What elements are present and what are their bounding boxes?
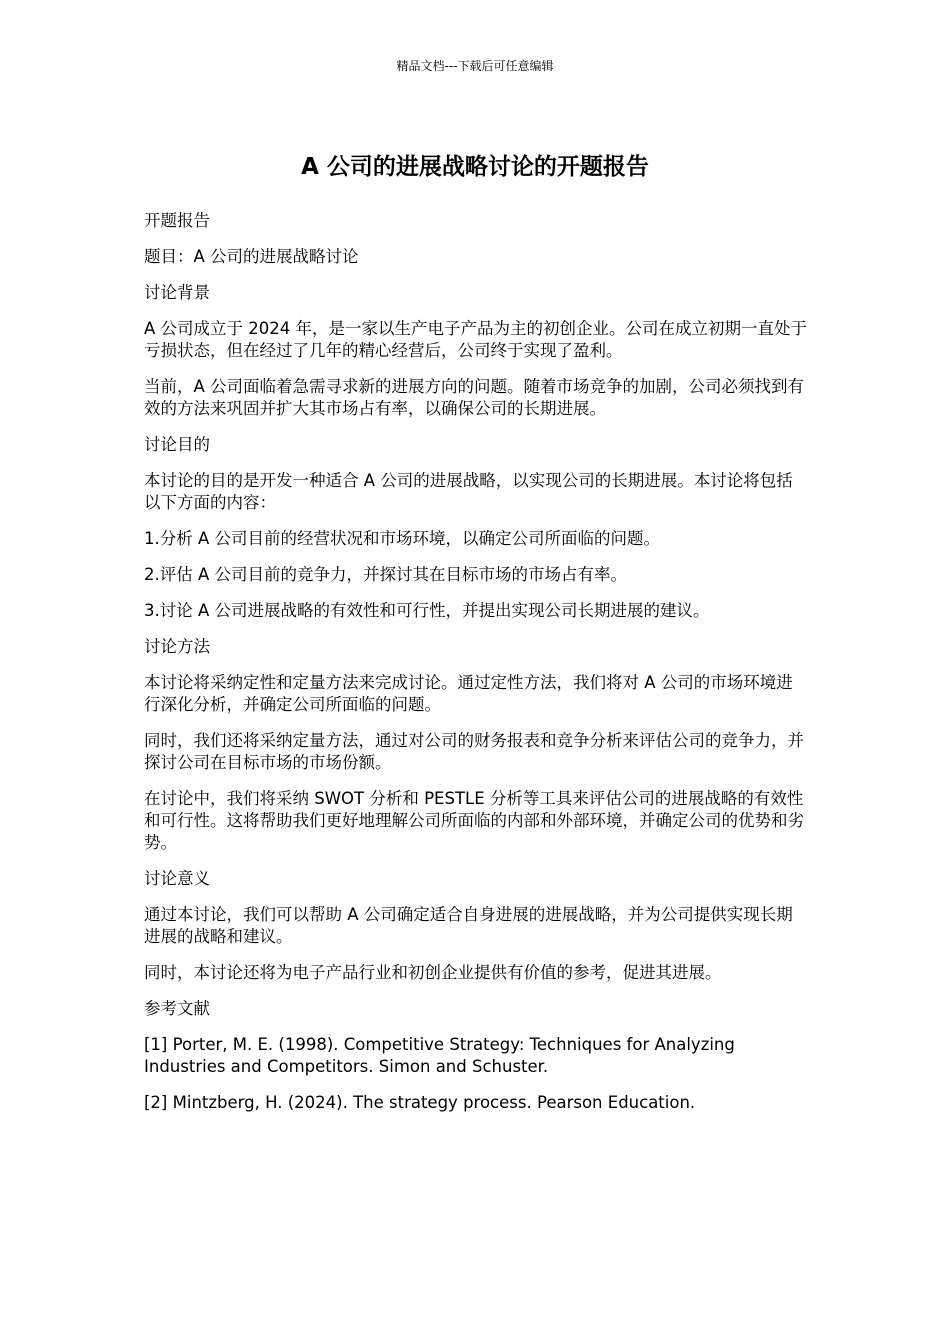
method-paragraph-3: 在讨论中，我们将采纳 SWOT 分析和 PESTLE 分析等工具来评估公司的进展战略的有效性和可行性。这将帮助我们更好地理解公司所面临的内部和外部环境，并确定公司的优势和劣势。 bbox=[144, 789, 804, 852]
section-heading-method: 讨论方法 bbox=[144, 637, 210, 656]
purpose-item-3: 3.讨论 A 公司进展战略的有效性和可行性，并提出实现公司长期进展的建议。 bbox=[144, 601, 710, 620]
background-paragraph-1: A 公司成立于 2024 年，是一家以生产电子产品为主的初创企业。公司在成立初期一直处于亏损状态，但在经过了几年的精心经营后，公司终于实现了盈利。 bbox=[144, 319, 808, 360]
report-label: 开题报告 bbox=[144, 211, 210, 230]
document-body bbox=[144, 210, 809, 1128]
significance-paragraph-1: 通过本讨论，我们可以帮助 A 公司确定适合自身进展的进展战略，并为公司提供实现长期进展的战略和建议。 bbox=[144, 905, 793, 946]
purpose-item-2: 2.评估 A 公司目前的竞争力，并探讨其在目标市场的市场占有率。 bbox=[144, 565, 628, 584]
method-paragraph-1: 本讨论将采纳定性和定量方法来完成讨论。通过定性方法，我们将对 A 公司的市场环境进行深化分析，并确定公司所面临的问题。 bbox=[144, 673, 793, 714]
section-heading-purpose: 讨论目的 bbox=[144, 435, 210, 454]
purpose-paragraph: 本讨论的目的是开发一种适合 A 公司的进展战略，以实现公司的长期进展。本讨论将包括以下方面的内容： bbox=[144, 471, 793, 512]
method-paragraph-2: 同时，我们还将采纳定量方法，通过对公司的财务报表和竞争分析来评估公司的竞争力，并探讨公司在目标市场的市场份额。 bbox=[144, 731, 804, 772]
report-topic: 题目：A 公司的进展战略讨论 bbox=[144, 247, 359, 266]
significance-paragraph-2: 同时，本讨论还将为电子产品行业和初创企业提供有价值的参考，促进其进展。 bbox=[144, 963, 722, 982]
reference-item-1: [1] Porter, M. E. (1998). Competitive Strategy: Techniques for Analyzing Industries and Competitors. Simon and Schuster. bbox=[144, 1035, 735, 1076]
reference-item-2: [2] Mintzberg, H. (2024). The strategy process. Pearson Education. bbox=[144, 1093, 696, 1112]
section-heading-background: 讨论背景 bbox=[144, 283, 210, 302]
document-title: A 公司的进展战略讨论的开题报告 bbox=[301, 154, 649, 181]
purpose-item-1: 1.分析 A 公司目前的经营状况和市场环境，以确定公司所面临的问题。 bbox=[144, 529, 661, 548]
background-paragraph-2: 当前，A 公司面临着急需寻求新的进展方向的问题。随着市场竞争的加剧，公司必须找到有效的方法来巩固并扩大其市场占有率，以确保公司的长期进展。 bbox=[144, 377, 805, 418]
section-heading-significance: 讨论意义 bbox=[144, 869, 210, 888]
page-header: 精品文档---下载后可任意编辑 bbox=[396, 59, 554, 73]
section-heading-references: 参考文献 bbox=[144, 999, 210, 1018]
